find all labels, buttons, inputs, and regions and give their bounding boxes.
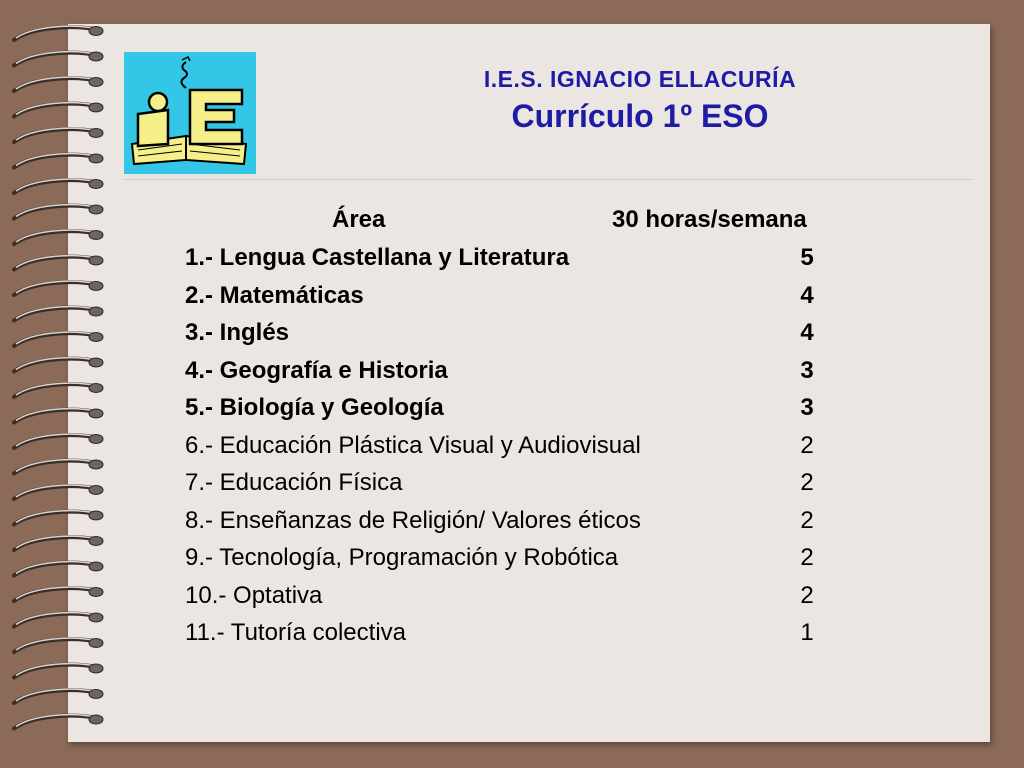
spiral-ring — [14, 664, 103, 678]
header-hours: 30 horas/semana — [612, 206, 807, 233]
school-name: I.E.S. IGNACIO ELLACURÍA — [483, 66, 797, 92]
spiral-ring — [14, 154, 103, 168]
subject-hours: 4 — [800, 281, 814, 309]
table-row — [0, 619, 1024, 655]
subject-hours: 2 — [800, 469, 814, 496]
table-row — [0, 282, 1024, 318]
subject-hours: 2 — [800, 581, 814, 609]
spiral-ring — [14, 715, 103, 729]
divider — [124, 179, 972, 180]
subject-name: 2.- Matemáticas — [185, 281, 364, 309]
table-row — [0, 544, 1024, 580]
subject-hours: 3 — [800, 356, 814, 384]
subject-hours: 2 — [800, 431, 814, 459]
subject-name: 5.- Biología y Geología — [185, 394, 444, 421]
subject-name: 6.- Educación Plástica Visual y Audiovisual — [185, 431, 641, 459]
page-title: Currículo 1º ESO — [511, 98, 769, 134]
subject-name: 8.- Enseñanzas de Religión/ Valores éticos — [185, 506, 641, 534]
table-row — [0, 469, 1024, 505]
subject-name: 3.- Inglés — [185, 319, 290, 346]
table-row — [0, 582, 1024, 618]
table-row — [0, 507, 1024, 543]
spiral-ring — [14, 179, 103, 193]
table-row — [0, 432, 1024, 468]
subject-name: 11.- Tutoría colectiva — [185, 619, 406, 646]
spiral-ring — [14, 103, 103, 117]
spiral-ring — [14, 77, 103, 91]
table-row — [0, 244, 1024, 280]
table-row — [0, 357, 1024, 393]
spiral-ring — [14, 128, 103, 142]
subject-hours: 4 — [800, 319, 814, 346]
subject-hours: 3 — [800, 394, 814, 421]
subject-hours: 2 — [800, 506, 814, 534]
table-header — [0, 206, 1024, 242]
subject-name: 1.- Lengua Castellana y Literatura — [185, 244, 570, 271]
spiral-ring — [14, 689, 103, 703]
subject-hours: 2 — [800, 544, 814, 571]
subject-name: 9.- Tecnología, Programación y Robótica — [185, 544, 619, 571]
ie-logo — [124, 52, 256, 174]
table-row — [0, 319, 1024, 355]
subject-hours: 1 — [800, 619, 814, 646]
subject-name: 4.- Geografía e Historia — [185, 356, 448, 384]
subject-hours: 5 — [800, 244, 814, 271]
subject-name: 10.- Optativa — [185, 581, 323, 609]
subject-name: 7.- Educación Física — [185, 469, 403, 496]
table-row — [0, 394, 1024, 430]
spiral-ring — [14, 52, 103, 66]
spiral-ring — [14, 26, 103, 40]
header-area: Área — [332, 206, 386, 233]
